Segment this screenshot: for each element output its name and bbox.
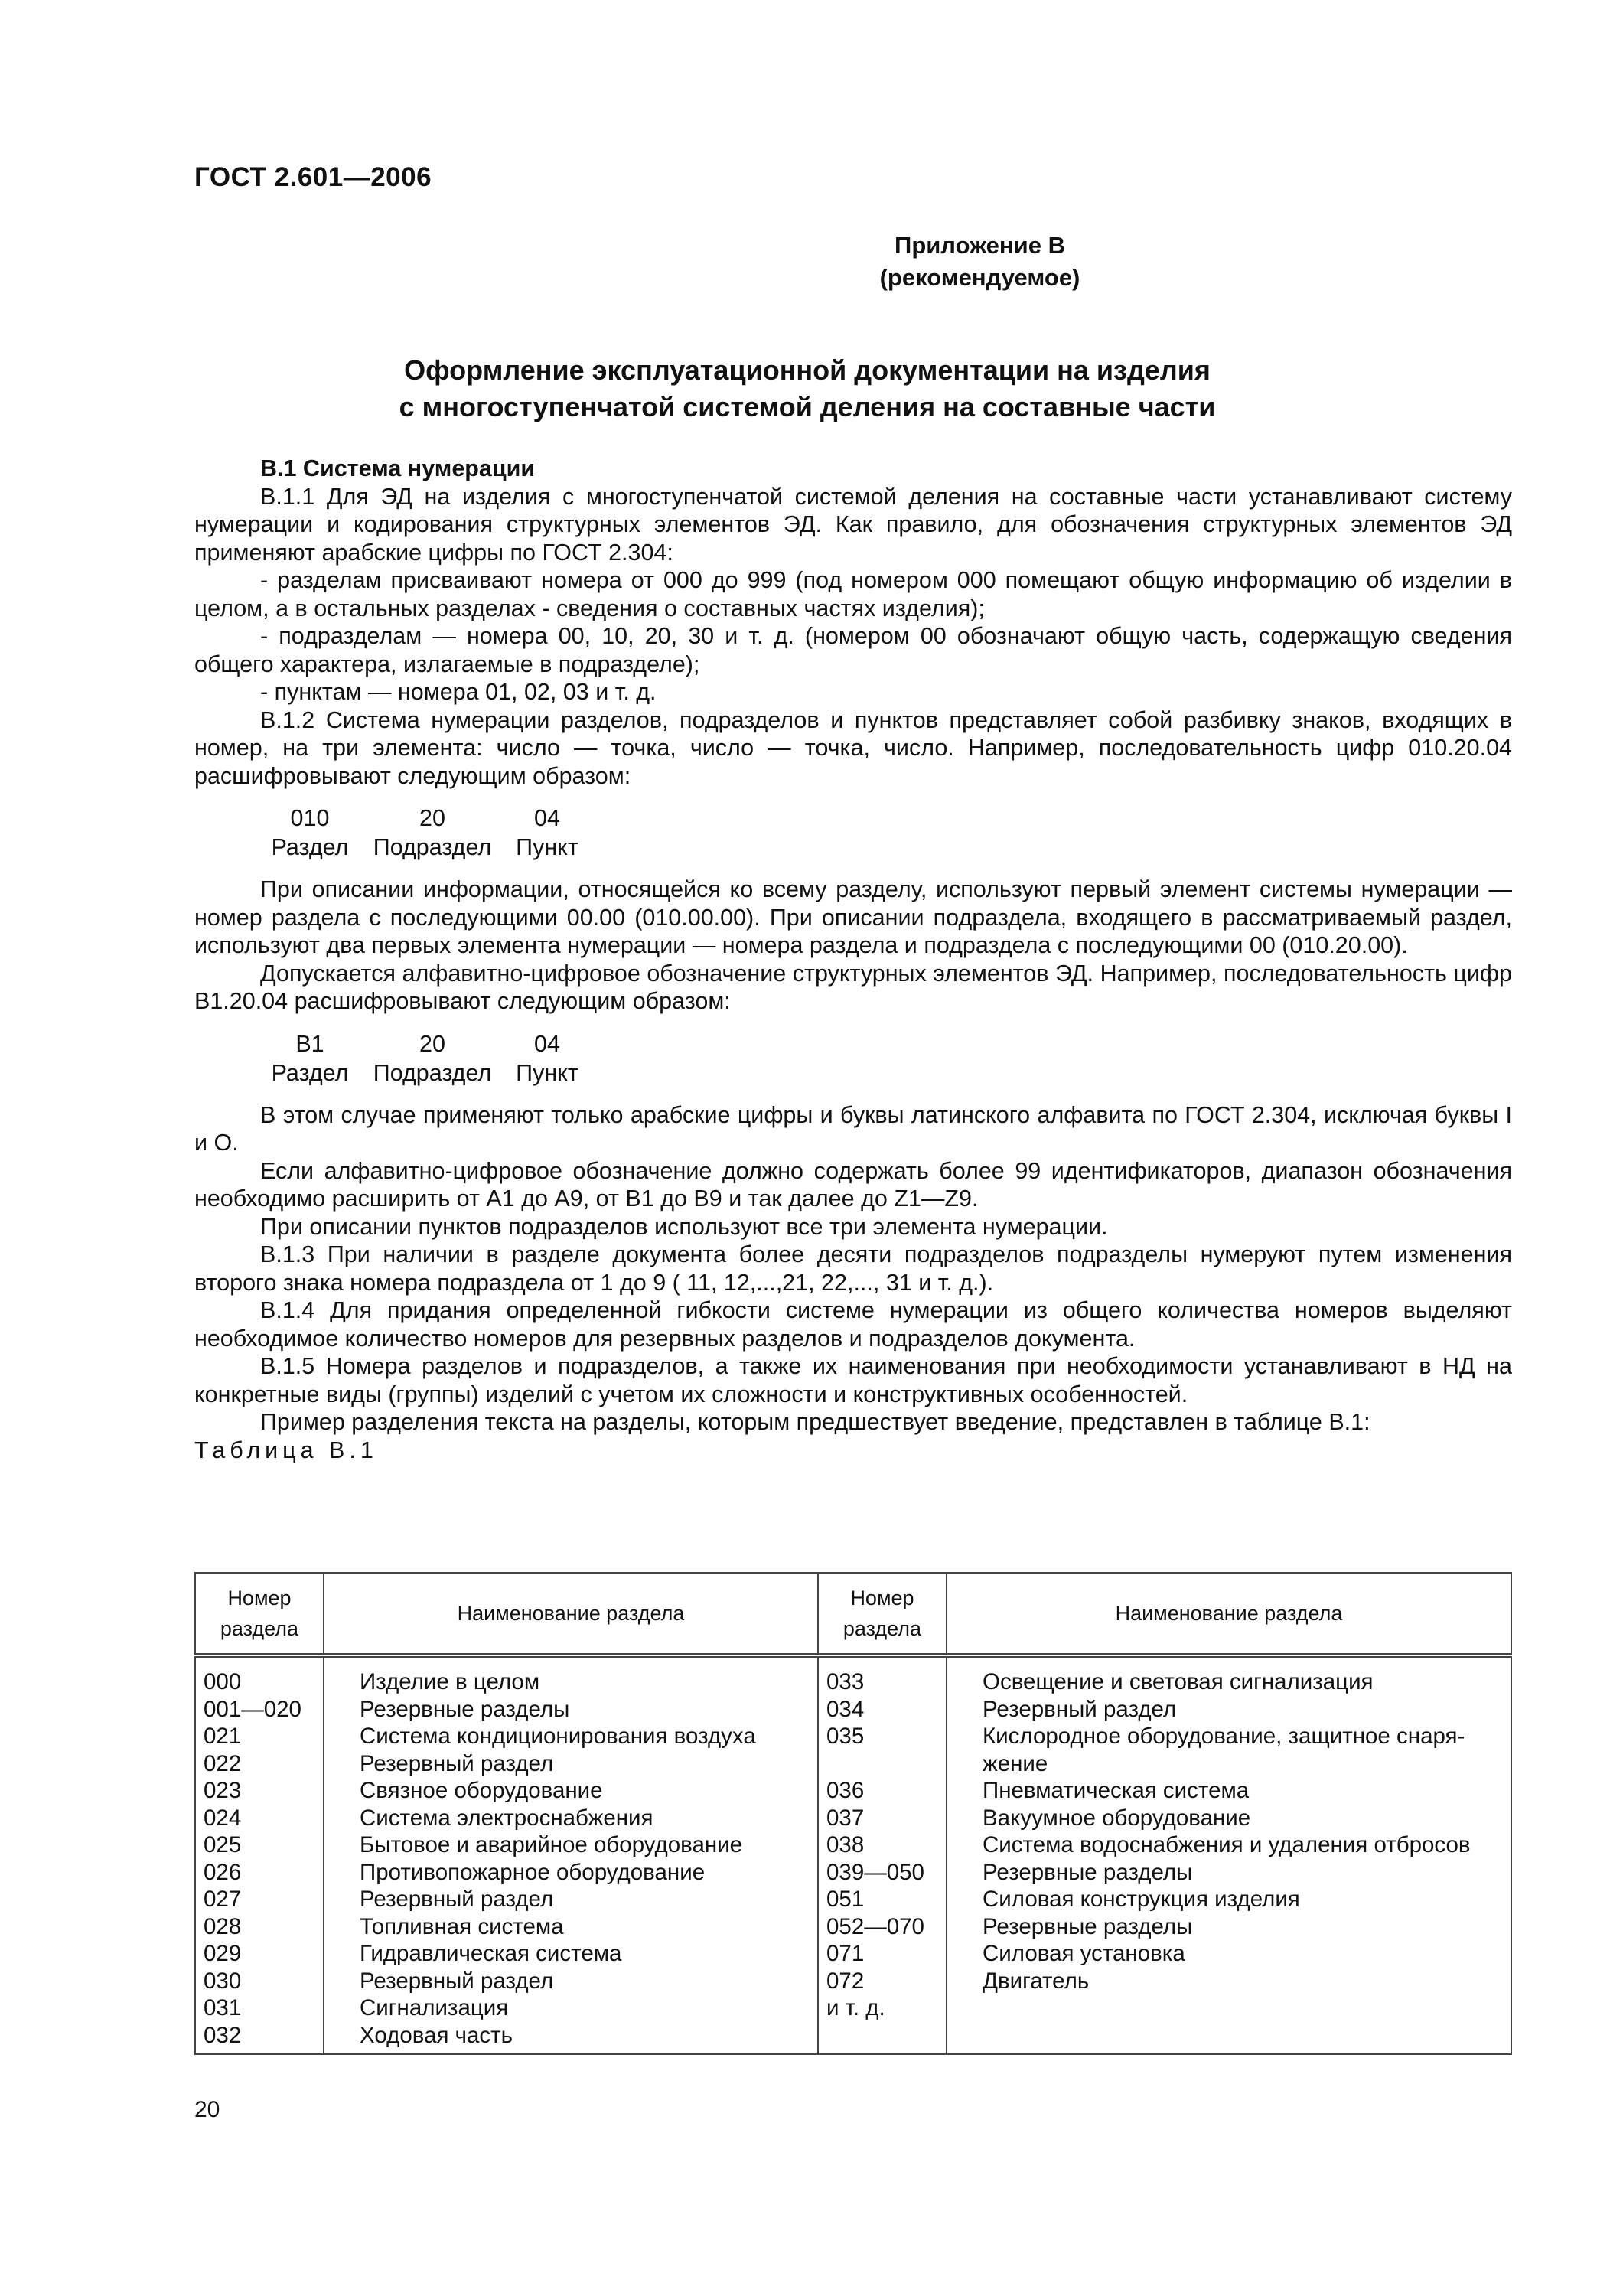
paragraph: В.1.1 Для ЭД на изделия с многоступенчатой системой деления на составные части устанавливают систему нумерации и кодирования структурных элементов ЭД. Как правило, для обозначения структурных элементов ЭД применяют арабские цифры по ГОСТ 2.304: [194, 483, 1512, 566]
example-subsection-code: 20 [419, 805, 445, 831]
table-cell: Бытовое и аварийное оборудование [360, 1832, 743, 1857]
numbering-example-1 [194, 804, 1512, 862]
table-cell: Система электроснабжения [360, 1805, 653, 1831]
table-cell: 027 [204, 1887, 242, 1912]
example-item-code: 04 [534, 1030, 560, 1057]
table-cell: Пневматическая система [983, 1778, 1250, 1803]
table-cell: Резервный раздел [360, 1887, 554, 1912]
example-subsection-label: Подраздел [373, 1059, 492, 1086]
header-number-2: Номер раздела [818, 1573, 947, 1655]
table-cell: Противопожарное оборудование [360, 1859, 706, 1885]
header-name-1: Наименование раздела [324, 1573, 818, 1655]
example-section-code: В1 [295, 1030, 324, 1057]
table-cell: Силовая установка [983, 1941, 1185, 1966]
table-cell: 021 [204, 1724, 242, 1749]
table-cell: 022 [204, 1750, 242, 1776]
example-item-label: Пункт [516, 834, 578, 860]
table-cell: 052—070 [826, 1913, 924, 1939]
appendix-status: (рекомендуемое) [879, 264, 1080, 291]
table-cell: 031 [204, 1995, 242, 2020]
table-cell: 023 [204, 1778, 242, 1803]
appendix-heading [0, 230, 1623, 294]
paragraph: В.1.2 Система нумерации разделов, подразделов и пунктов представляет собой разбивку знаков, входящих в номер, на три элемента: число — точка, число — точка, число. Например, последовательность цифр 010.20.04 расшифровывают следующим образом: [194, 706, 1512, 789]
right-names-column [947, 1655, 1511, 2054]
table-cell: жение [983, 1750, 1048, 1776]
table-cell: 036 [826, 1778, 865, 1803]
table-cell: 033 [826, 1669, 865, 1694]
table-cell: 035 [826, 1724, 865, 1749]
page-number: 20 [194, 2097, 220, 2122]
title-line-2: с многоступенчатой системой деления на составные части [399, 391, 1216, 422]
paragraph: Допускается алфавитно-цифровое обозначение структурных элементов ЭД. Например, последовательность цифр В1.20.04 расшифровывают следующим образом: [194, 960, 1512, 1014]
table-cell: и т. д. [826, 1995, 885, 2020]
sections-table [194, 1572, 1512, 2055]
table-cell: 039—050 [826, 1859, 924, 1885]
example-section-label: Раздел [271, 1059, 349, 1086]
table-cell: Двигатель [983, 1968, 1090, 1994]
table-cell: Связное оборудование [360, 1778, 603, 1803]
paragraph: Если алфавитно-цифровое обозначение должно содержать более 99 идентификаторов, диапазон обозначения необходимо расширить от А1 до А9, от В1 до В9 и так далее до Z1—Z9. [194, 1157, 1512, 1212]
paragraph: В.1.4 Для придания определенной гибкости системе нумерации из общего количества номеров выделяют необходимое количество номеров для резервных разделов и подразделов документа. [194, 1297, 1512, 1352]
table-cell: 032 [204, 2022, 242, 2048]
table-cell: Топливная система [360, 1913, 564, 1939]
paragraph: При описании информации, относящейся ко всему разделу, используют первый элемент системы нумерации — номер раздела с последующими 00.00 (010.00.00). При описании подраздела, входящего в рассматриваемый раздел, используют два первых элемента нумерации — номера раздела и подраздела с последующими 00 (010.20.00). [194, 876, 1512, 958]
table-cell: 024 [204, 1805, 242, 1831]
table-cell: 030 [204, 1968, 242, 1994]
header-name-2: Наименование раздела [947, 1573, 1511, 1655]
document-title [337, 352, 1622, 426]
paragraph: - подразделам — номера 00, 10, 20, 30 и т. д. (номером 00 обозначают общую часть, содержащую сведения общего характера, излагаемые в подразделе); [194, 623, 1512, 677]
paragraph: В.1.5 Номера разделов и подразделов, а также их наименования при необходимости устанавливают в НД на конкретные виды (группы) изделий с учетом их сложности и конструктивных особенностей. [194, 1353, 1512, 1407]
example-item-code: 04 [534, 805, 560, 831]
table-cell: Резервные разделы [983, 1859, 1193, 1885]
paragraph: Пример разделения текста на разделы, которым предшествует введение, представлен в таблице В.1: [260, 1409, 1370, 1435]
table-cell: Резервные разделы [360, 1696, 570, 1722]
table-cell: Освещение и световая сигнализация [983, 1669, 1374, 1694]
table-cell: 037 [826, 1805, 865, 1831]
table-cell: Система кондиционирования воздуха [360, 1724, 756, 1749]
example-section-label: Раздел [271, 834, 349, 860]
standard-number: ГОСТ 2.601—2006 [194, 162, 432, 192]
table-cell: 025 [204, 1832, 242, 1857]
table-cell: Система водоснабжения и удаления отбросов [983, 1832, 1471, 1857]
table-cell: 028 [204, 1913, 242, 1939]
body-text [194, 455, 1512, 1464]
table-cell: 026 [204, 1859, 242, 1885]
table-cell: Резервный раздел [360, 1968, 554, 1994]
paragraph: - разделам присваивают номера от 000 до 999 (под номером 000 помещают общую информацию об изделии в целом, а в остальных разделах - сведения о составных частях изделия); [194, 567, 1512, 621]
table-cell: 029 [204, 1941, 242, 1966]
table-cell: 038 [826, 1832, 865, 1857]
table-caption: Таблица В.1 [194, 1437, 378, 1463]
table-cell: Резервный раздел [983, 1696, 1177, 1722]
table-cell: Силовая конструкция изделия [983, 1887, 1300, 1912]
paragraph: При описании пунктов подразделов используют все три элемента нумерации. [260, 1213, 1108, 1240]
table-cell: Сигнализация [360, 1995, 509, 2020]
table-cell: Ходовая часть [360, 2022, 513, 2048]
header-number-1: Номер раздела [195, 1573, 324, 1655]
table-cell: Вакуумное оборудование [983, 1805, 1251, 1831]
example-section-code: 010 [290, 805, 330, 831]
numbering-example-2 [194, 1029, 1512, 1088]
right-numbers-column [818, 1655, 947, 2054]
example-item-label: Пункт [516, 1059, 578, 1086]
table-cell: Резервный раздел [360, 1750, 554, 1776]
table-cell: Гидравлическая система [360, 1941, 622, 1966]
title-line-1: Оформление эксплуатационной документации на изделия [404, 354, 1211, 386]
appendix-label: Приложение В [895, 232, 1065, 259]
table-cell: 000 [204, 1669, 242, 1694]
table-cell: Резервные разделы [983, 1913, 1193, 1939]
paragraph: - пунктам — номера 01, 02, 03 и т. д. [260, 679, 657, 705]
table-cell [826, 1750, 938, 1778]
left-numbers-column [195, 1655, 324, 2054]
table-cell: 071 [826, 1941, 865, 1966]
paragraph: В.1.3 При наличии в разделе документа более десяти подразделов подразделы нумеруют путем изменения второго знака номера подраздела от 1 до 9 ( 11, 12,...,21, 22,..., 31 и т. д.). [194, 1241, 1512, 1296]
table-cell: Изделие в целом [360, 1669, 540, 1694]
section-heading: В.1 Система нумерации [260, 455, 536, 481]
paragraph: В этом случае применяют только арабские цифры и буквы латинского алфавита по ГОСТ 2.304, исключая буквы I и O. [194, 1101, 1512, 1156]
example-subsection-label: Подраздел [373, 834, 492, 860]
table-cell: Кислородное оборудование, защитное снаря- [983, 1724, 1465, 1749]
table-cell: 001—020 [204, 1696, 301, 1722]
example-subsection-code: 20 [419, 1030, 445, 1057]
left-names-column [324, 1655, 818, 2054]
table-cell: 072 [826, 1968, 865, 1994]
table-cell: 034 [826, 1696, 865, 1722]
table-cell [983, 1994, 1503, 2022]
table-cell: 051 [826, 1887, 865, 1912]
